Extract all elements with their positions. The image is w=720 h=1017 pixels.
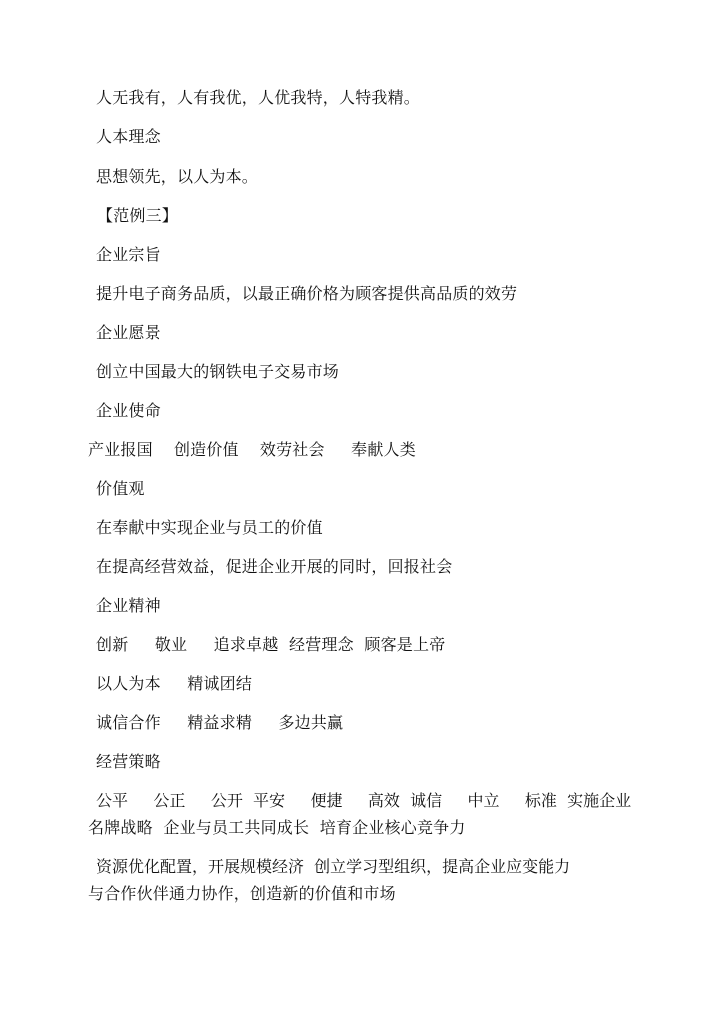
text-line: 与合作伙伴通力协作，创造新的价值和市场 [88, 884, 396, 903]
section-heading: 价值观 [96, 479, 145, 498]
text-line: 公平 公正 公开 平安 便捷 高效 诚信 中立 标准 实施企业 [96, 791, 632, 810]
text-line: 创立中国最大的钢铁电子交易市场 [96, 362, 340, 381]
section-heading: 人本理念 [96, 127, 161, 146]
text-line: 以人为本 精诚团结 [96, 674, 253, 693]
text-line: 资源优化配置，开展规模经济 创立学习型组织，提高企业应变能力 [96, 857, 571, 876]
section-heading: 企业精神 [96, 596, 161, 615]
section-heading: 企业宗旨 [96, 245, 161, 264]
text-line: 提升电子商务品质，以最正确价格为顾客提供高品质的效劳 [96, 284, 518, 303]
text-line: 诚信合作 精益求精 多边共赢 [96, 713, 344, 732]
text-line: 产业报国 创造价值 效劳社会 奉献人类 [88, 440, 416, 459]
text-line: 在提高经营效益，促进企业开展的同时，回报社会 [96, 557, 453, 576]
example-heading: 【范例三】 [97, 206, 179, 225]
text-line: 人无我有，人有我优，人优我特，人特我精。 [96, 88, 421, 107]
text-line: 名牌战略 企业与员工共同成长 培育企业核心竞争力 [88, 818, 466, 837]
text-line: 创新 敬业 追求卓越 经营理念 顾客是上帝 [96, 635, 446, 654]
section-heading: 企业愿景 [96, 323, 161, 342]
text-line: 思想领先，以人为本。 [96, 167, 259, 186]
text-line: 在奉献中实现企业与员工的价值 [96, 518, 323, 537]
section-heading: 经营策略 [96, 752, 161, 771]
section-heading: 企业使命 [96, 401, 161, 420]
